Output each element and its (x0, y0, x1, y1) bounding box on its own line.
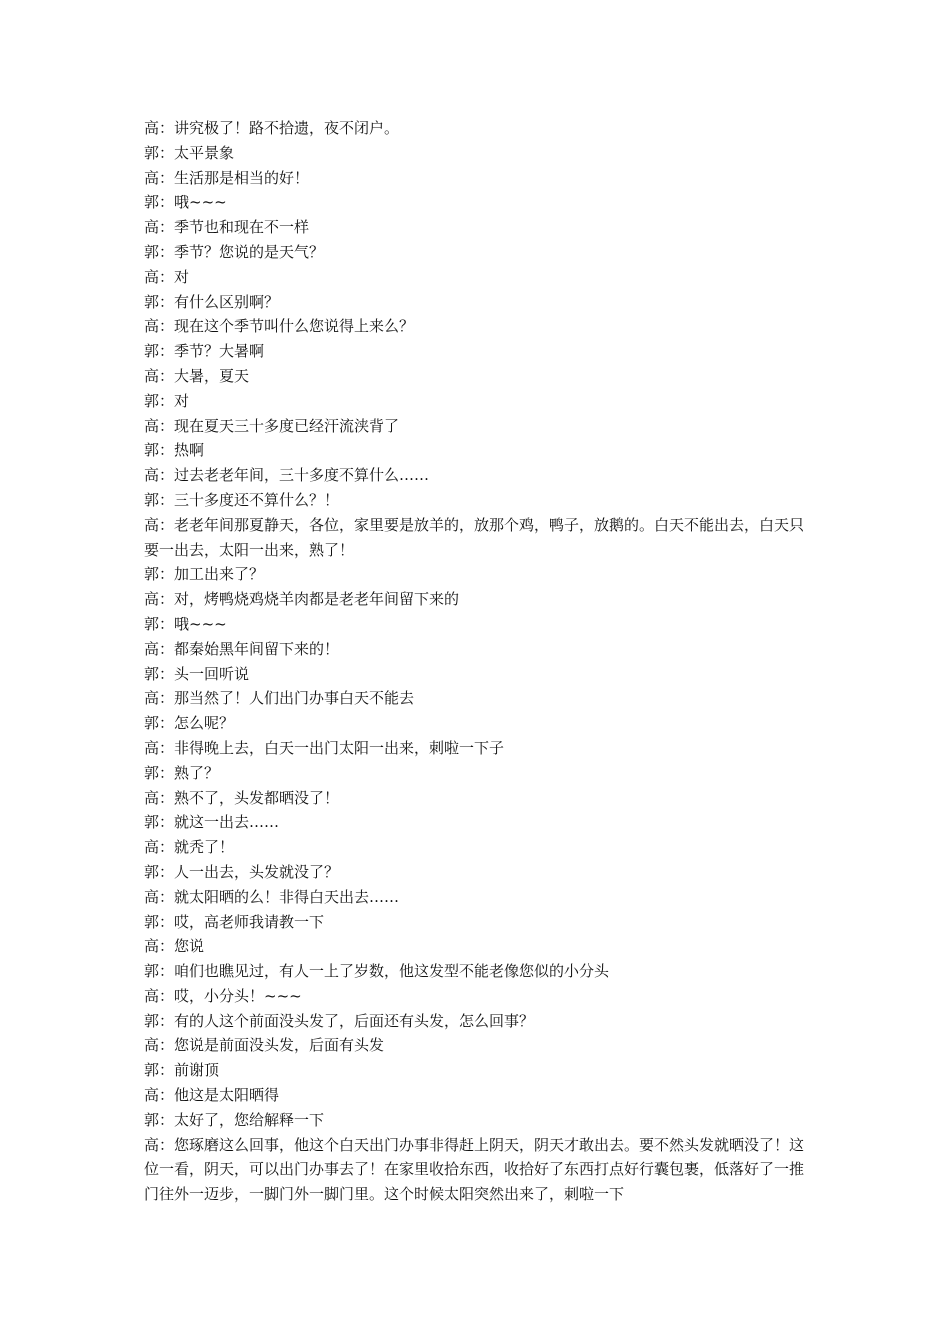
dialogue-line: 高：老老年间那夏静天，各位，家里要是放羊的，放那个鸡，鸭子，放鹅的。白天不能出去，白天只要一出去，太阳一出来，熟了！ (144, 515, 805, 559)
dialogue-line: 郭：加工出来了？ (144, 565, 265, 584)
dialogue-line: 高：熟不了，头发都晒没了！ (144, 788, 340, 807)
dialogue-line: 郭：怎么呢？ (144, 714, 235, 733)
dialogue-line: 高：您琢磨这么回事，他这个白天出门办事非得赶上阴天，阴天才敢出去。要不然头发就晒没了！这位一看，阴天，可以出门办事去了！在家里收拾东西，收拾好了东西打点好行囊包裹，低落好了一推门往外一迈步，一脚门外一脚门里。这个时候太阳突然出来了，刺啦一下 (144, 1135, 805, 1204)
dialogue-line: 高：现在夏天三十多度已经汗流浃背了 (144, 416, 400, 435)
dialogue-line: 高：就太阳晒的么！非得白天出去…… (144, 887, 400, 906)
dialogue-line: 郭：季节？您说的是天气？ (144, 242, 325, 261)
dialogue-line: 郭：前谢顶 (144, 1061, 220, 1080)
dialogue-line: 郭：热啊 (144, 441, 205, 460)
dialogue-line: 郭：就这一出去…… (144, 813, 280, 832)
dialogue-line: 郭：人一出去，头发就没了？ (144, 862, 340, 881)
dialogue-line: 郭：哦~~~ (144, 614, 227, 633)
dialogue-line: 高：都秦始黑年间留下来的！ (144, 639, 340, 658)
dialogue-line: 高：您说 (144, 937, 205, 956)
dialogue-line: 高：那当然了！人们出门办事白天不能去 (144, 689, 415, 708)
dialogue-line: 郭：头一回听说 (144, 664, 250, 683)
dialogue-line: 郭：太平景象 (144, 143, 235, 162)
dialogue-line: 高：过去老老年间，三十多度不算什么…… (144, 466, 430, 485)
dialogue-line: 郭：哦~~~ (144, 193, 227, 212)
dialogue-line: 高：您说是前面没头发，后面有头发 (144, 1036, 385, 1055)
dialogue-line: 高：大暑，夏天 (144, 366, 250, 385)
document-page (144, 116, 814, 1207)
dialogue-line: 高：现在这个季节叫什么您说得上来么？ (144, 317, 415, 336)
dialogue-line: 高：哎，小分头！~~~ (144, 986, 302, 1005)
dialogue-line: 高：对 (144, 267, 190, 286)
dialogue-line: 郭：有的人这个前面没头发了，后面还有头发，怎么回事？ (144, 1011, 535, 1030)
dialogue-line: 高：就秃了！ (144, 838, 235, 857)
dialogue-line: 高：季节也和现在不一样 (144, 218, 310, 237)
dialogue-line: 郭：季节？大暑啊 (144, 342, 265, 361)
dialogue-line: 高：生活那是相当的好！ (144, 168, 310, 187)
dialogue-line: 郭：对 (144, 391, 190, 410)
dialogue-line: 郭：哎，高老师我请教一下 (144, 912, 325, 931)
dialogue-line: 郭：太好了，您给解释一下 (144, 1110, 325, 1129)
dialogue-line: 郭：熟了？ (144, 763, 220, 782)
dialogue-line: 郭：咱们也瞧见过，有人一上了岁数，他这发型不能老像您似的小分头 (144, 962, 610, 981)
dialogue-line: 高：对，烤鸭烧鸡烧羊肉都是老老年间留下来的 (144, 590, 460, 609)
dialogue-line: 高：讲究极了！路不拾遗，夜不闭户。 (144, 119, 400, 137)
dialogue-line: 郭：三十多度还不算什么？！ (144, 490, 340, 509)
dialogue-line: 郭：有什么区别啊？ (144, 292, 280, 311)
dialogue-line: 高：他这是太阳晒得 (144, 1086, 280, 1105)
dialogue-line: 高：非得晚上去，白天一出门太阳一出来，刺啦一下子 (144, 738, 505, 757)
